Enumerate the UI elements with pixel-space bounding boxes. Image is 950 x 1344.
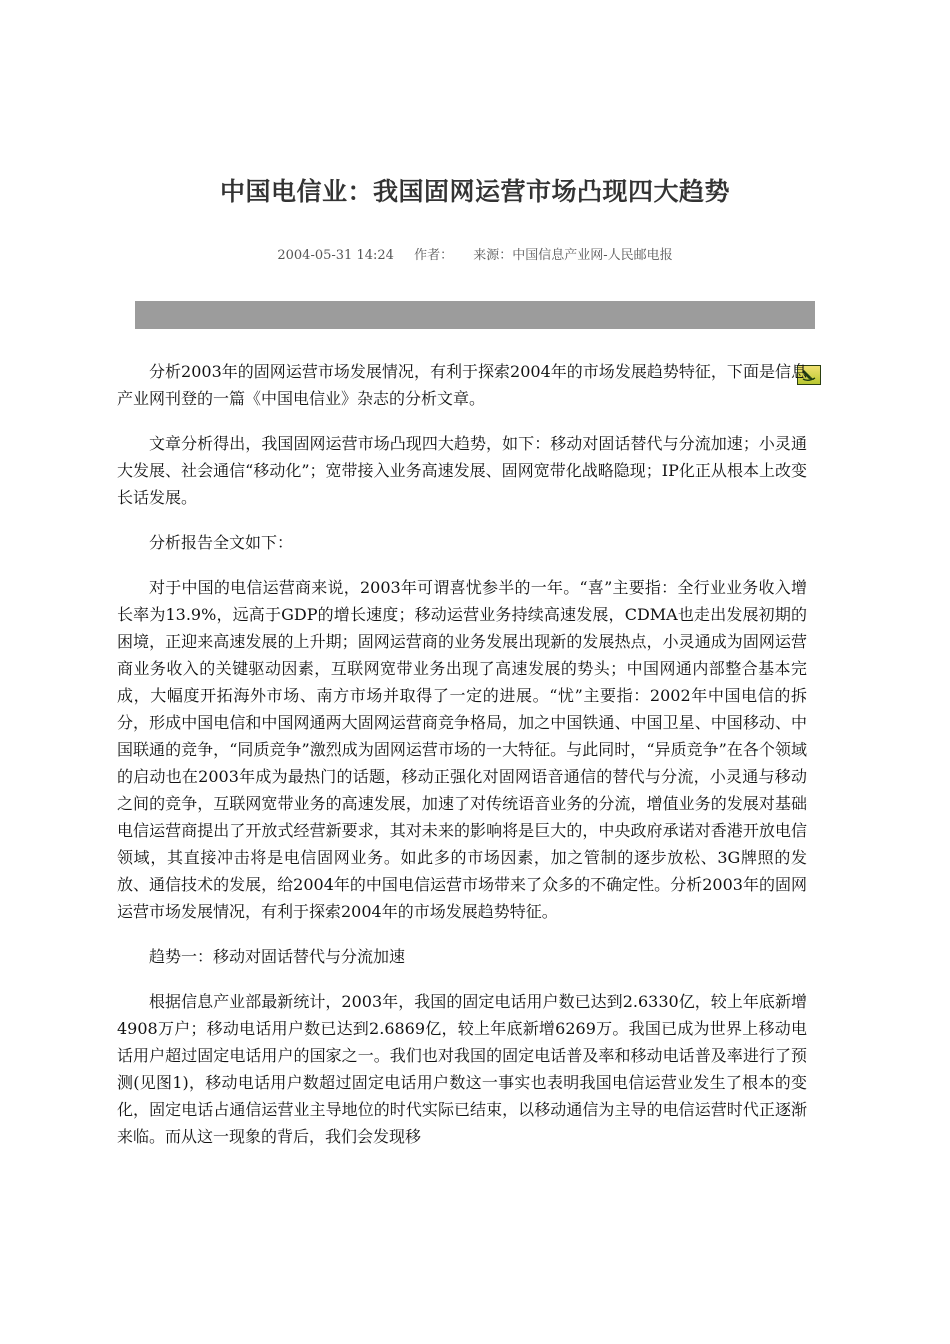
publish-datetime: 2004-05-31 14:24	[277, 248, 394, 263]
paragraph-summary: 文章分析得出，我国固网运营市场凸现四大趋势，如下：移动对固话替代与分流加速；小灵通大发展、社会通信“移动化”；宽带接入业务高速发展、固网宽带化战略隐现；IP化正从根本上改变长话发展。	[117, 434, 807, 507]
paragraph-statistics: 根据信息产业部最新统计，2003年，我国的固定电话用户数已达到2.6330亿，较上年底新增4908万户；移动电话用户数已达到2.6869亿，较上年底新增6269万。我国已成为世界上移动电话用户超过固定电话用户的国家之一。我们也对我国的固定电话普及率和移动电话普及率进行了预测(见图1)，移动电话用户数超过固定电话用户数这一事实也表明我国电信运营业发生了根本的变化，固定电话占通信运营业主导地位的时代实际已结束，以移动通信为主导的电信运营时代正逐渐来临。而从这一现象的背后，我们会发现移	[117, 992, 807, 1146]
article-body	[117, 358, 807, 1168]
paragraph-intro: 分析2003年的固网运营市场发展情况，有利于探索2004年的市场发展趋势特征，下面是信息产业网刊登的一篇《中国电信业》杂志的分析文章。	[117, 362, 807, 408]
paragraph-trend-one-heading: 趋势一：移动对固话替代与分流加速	[149, 947, 406, 966]
author-label: 作者：	[414, 248, 454, 263]
article-title: 中国电信业：我国固网运营市场凸现四大趋势	[219, 177, 730, 206]
source-label: 来源：中国信息产业网-人民邮电报	[473, 248, 673, 263]
article-meta	[0, 244, 950, 263]
paragraph-main: 对于中国的电信运营商来说，2003年可谓喜忧参半的一年。“喜”主要指：全行业业务收入增长率为13.9%，远高于GDP的增长速度；移动运营业务持续高速发展，CDMA也走出发展初期的困境，正迎来高速发展的上升期；固网运营商的业务发展出现新的发展热点，小灵通成为固网运营商业务收入的关键驱动因素，互联网宽带业务出现了高速发展的势头；中国网通内部整合基本完成，大幅度开拓海外市场、南方市场并取得了一定的进展。“忧”主要指：2002年中国电信的拆分，形成中国电信和中国网通两大固网运营商竞争格局，加之中国铁通、中国卫星、中国移动、中国联通的竞争，“同质竞争”激烈成为固网运营市场的一大特征。与此同时，“异质竞争”在各个领域的启动也在2003年成为最热门的话题，移动正强化对固网语音通信的替代与分流，小灵通与移动之间的竞争，互联网宽带业务的高速发展，加速了对传统语音业务的分流，增值业务的发展对基础电信运营商提出了开放式经营新要求，其对未来的影响将是巨大的，中央政府承诺对香港开放电信领域，其直接冲击将是电信固网业务。如此多的市场因素，加之管制的逐步放松、3G牌照的发放、通信技术的发展，给2004年的中国电信运营市场带来了众多的不确定性。分析2003年的固网运营市场发展情况，有利于探索2004年的市场发展趋势特征。	[117, 578, 807, 921]
paragraph-fulltext-label: 分析报告全文如下：	[149, 533, 294, 552]
gray-divider-bar	[135, 301, 815, 329]
